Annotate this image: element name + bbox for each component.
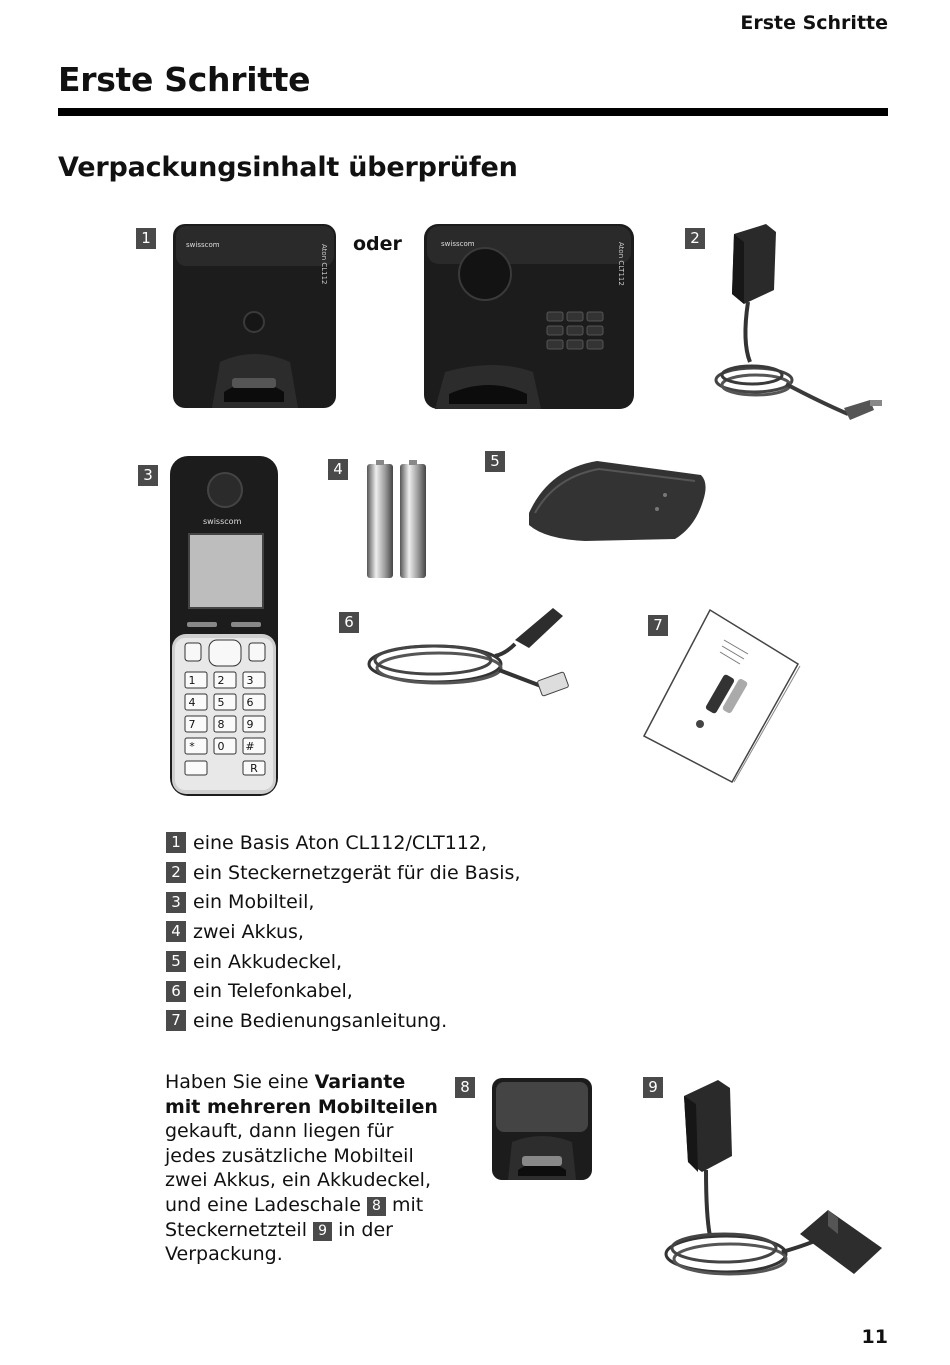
svg-text:R: R (250, 762, 258, 775)
item-number: 4 (166, 921, 186, 942)
chapter-title: Erste Schritte (58, 60, 311, 99)
svg-text:9: 9 (246, 718, 254, 731)
item-text: eine Bedienungsanleitung. (193, 1009, 448, 1032)
svg-text:4: 4 (188, 696, 196, 709)
item-text: ein Telefonkabel, (193, 980, 353, 1003)
battery-cover-image (525, 455, 710, 547)
item-number: 5 (166, 951, 186, 972)
item-number: 7 (166, 1010, 186, 1031)
running-header: Erste Schritte (740, 12, 888, 34)
multi-handset-note: Haben Sie eine Variante mit mehreren Mobilteilen gekauft, dann liegen für jedes zusätzliche Mobilteil zwei Akkus, ein Akkudeckel, und eine Ladeschale 8 mit Steckernetzteil 9 in der Verpackung. (165, 1071, 438, 1266)
power-adapter-cradle-image (660, 1076, 885, 1286)
item-number: 2 (166, 862, 186, 883)
charging-cradle-image (490, 1076, 594, 1182)
model-text: Aton CL112 (320, 244, 328, 285)
batteries-image (362, 458, 432, 580)
svg-text:6: 6 (246, 696, 254, 709)
figure-label-3: 3 (138, 465, 158, 486)
base-station-clt112-image (423, 222, 635, 412)
manual-image (640, 606, 802, 786)
telephone-cable-image (365, 604, 590, 708)
svg-text:*: * (189, 740, 195, 753)
svg-text:swisscom: swisscom (441, 240, 475, 248)
figure-label-5: 5 (485, 451, 505, 472)
svg-text:0: 0 (217, 740, 225, 753)
oder-label: oder (353, 233, 402, 255)
item-text: eine Basis Aton CL112/CLT112, (193, 831, 488, 854)
list-item (166, 858, 520, 888)
base-station-cl112-image (172, 222, 338, 410)
ref-label-8: 8 (367, 1197, 386, 1216)
svg-text:#: # (245, 740, 255, 753)
item-number: 3 (166, 892, 186, 913)
item-text: ein Akkudeckel, (193, 950, 343, 973)
list-item (166, 887, 520, 917)
figure-label-9: 9 (643, 1077, 663, 1098)
list-item (166, 1006, 520, 1036)
figure-label-1: 1 (136, 228, 156, 249)
list-item (166, 947, 520, 977)
note-emphasis: Variante mit mehreren Mobilteilen (165, 1071, 438, 1118)
item-number: 6 (166, 981, 186, 1002)
item-text: zwei Akkus, (193, 920, 304, 943)
svg-text:Aton CLT112: Aton CLT112 (617, 242, 625, 286)
item-text: ein Mobilteil, (193, 891, 315, 914)
item-text: ein Steckernetzgerät für die Basis, (193, 861, 521, 884)
handset-image (167, 454, 280, 797)
svg-text:2: 2 (217, 674, 225, 687)
svg-text:swisscom: swisscom (203, 517, 242, 526)
section-title: Verpackungsinhalt überprüfen (58, 152, 518, 183)
item-number: 1 (166, 832, 186, 853)
svg-text:1: 1 (188, 674, 196, 687)
svg-text:8: 8 (217, 718, 225, 731)
svg-text:3: 3 (246, 674, 254, 687)
svg-text:7: 7 (188, 718, 196, 731)
ref-label-9: 9 (313, 1222, 332, 1241)
figure-label-4: 4 (328, 459, 348, 480)
figure-label-7: 7 (648, 615, 668, 636)
figure-label-8: 8 (455, 1077, 475, 1098)
list-item (166, 828, 520, 858)
brand-text: swisscom (186, 241, 220, 249)
title-rule (58, 108, 888, 116)
power-adapter-image (710, 222, 886, 430)
list-item (166, 917, 520, 947)
figure-label-6: 6 (339, 612, 359, 633)
page-number: 11 (861, 1326, 888, 1348)
svg-text:5: 5 (217, 696, 225, 709)
list-item (166, 976, 520, 1006)
figure-label-2: 2 (685, 228, 705, 249)
contents-list (166, 828, 520, 1036)
